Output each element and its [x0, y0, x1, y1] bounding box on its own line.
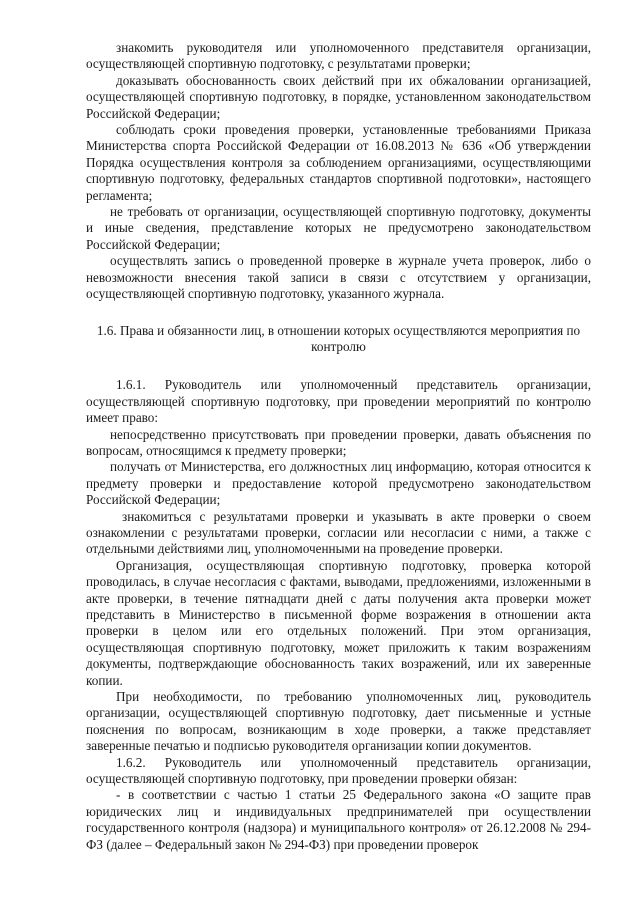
paragraph-right-information: получать от Министерства, его должностных лиц информацию, которая относится к предмету проверки и предоставление которой предусмотрено законодательством Российской Федерации;: [86, 459, 591, 508]
paragraph-explanations: При необходимости, по требованию уполномоченных лиц, руководитель организации, осуществляющей спортивную подготовку, дает письменные и устные пояснения по вопросам, возникающим в ходе проверки, а также представляет заверенные печатью и подписью руководителя организации копии документов.: [86, 689, 591, 754]
paragraph-right-attend: непосредственно присутствовать при проведении проверки, давать объяснения по вопросам, относящимся к предмету проверки;: [86, 426, 591, 458]
section-heading: 1.6. Права и обязанности лиц, в отношении которых осуществляются мероприятия по контролю: [96, 322, 581, 354]
paragraph-inform-manager: знакомить руководителя или уполномоченного представителя организации, осуществляющей спортивную подготовку, с результатами проверки;: [86, 40, 591, 72]
paragraph-1-6-1: 1.6.1. Руководитель или уполномоченный представитель организации, осуществляющей спортивную подготовку, при проведении мероприятий по контролю имеет право:: [86, 377, 591, 426]
paragraph-objections: Организация, осуществляющая спортивную подготовку, проверка которой проводилась, в случае несогласия с фактами, выводами, предложениями, изложенными в акте проверки, в течение пятнадцати дней с даты получения акта проверки может представить в Министерство в письменной форме возражения в отношении акта проверки в целом или его отдельных положений. При этом организация, осуществляющая спортивную подготовку, может приложить к таким возражениям документы, подтверждающие обоснованность таких возражений, или их заверенные копии.: [86, 557, 591, 688]
paragraph-no-extra-documents: не требовать от организации, осуществляющей спортивную подготовку, документы и иные сведения, представление которых не предусмотрено законодательством Российской Федерации;: [86, 204, 591, 252]
paragraph-1-6-2: 1.6.2. Руководитель или уполномоченный представитель организации, осуществляющей спортивную подготовку, при проведении проверки обязан:: [86, 754, 591, 787]
paragraph-observe-deadlines: соблюдать сроки проведения проверки, установленные требованиями Приказа Министерства спорта Российской Федерации от 16.08.2013 № 636 «Об утверждении Порядка осуществления контроля за соблюдением организациями, осуществляющими спортивную подготовку, федеральных стандартов спортивной подготовки», настоящего регламента;: [86, 122, 591, 203]
document-page: [86, 40, 591, 853]
paragraph-inspection-record: осуществлять запись о проведенной проверке в журнале учета проверок, либо о невозможности внесения такой записи в связи с отсутствием у организации, осуществляющей спортивную подготовку, указанного журнала.: [86, 253, 591, 302]
paragraph-justify-actions: доказывать обоснованность своих действий при их обжаловании организацией, осуществляющей спортивную подготовку, в порядке, установленном законодательством Российской Федерации;: [86, 72, 591, 121]
paragraph-right-familiarize: знакомиться с результатами проверки и указывать в акте проверки о своем ознакомлении с результатами проверки, согласии или несогласии с ними, а также с отдельными действиями лиц, уполномоченными на проведение проверки.: [86, 508, 591, 557]
paragraph-federal-law: - в соответствии с частью 1 статьи 25 Федерального закона «О защите прав юридических лиц и индивидуальных предпринимателей при осуществлении государственного контроля (надзора) и муниципального контроля» от 26.12.2008 № 294-ФЗ (далее – Федеральный закон № 294-ФЗ) при проведении проверок: [86, 787, 591, 852]
